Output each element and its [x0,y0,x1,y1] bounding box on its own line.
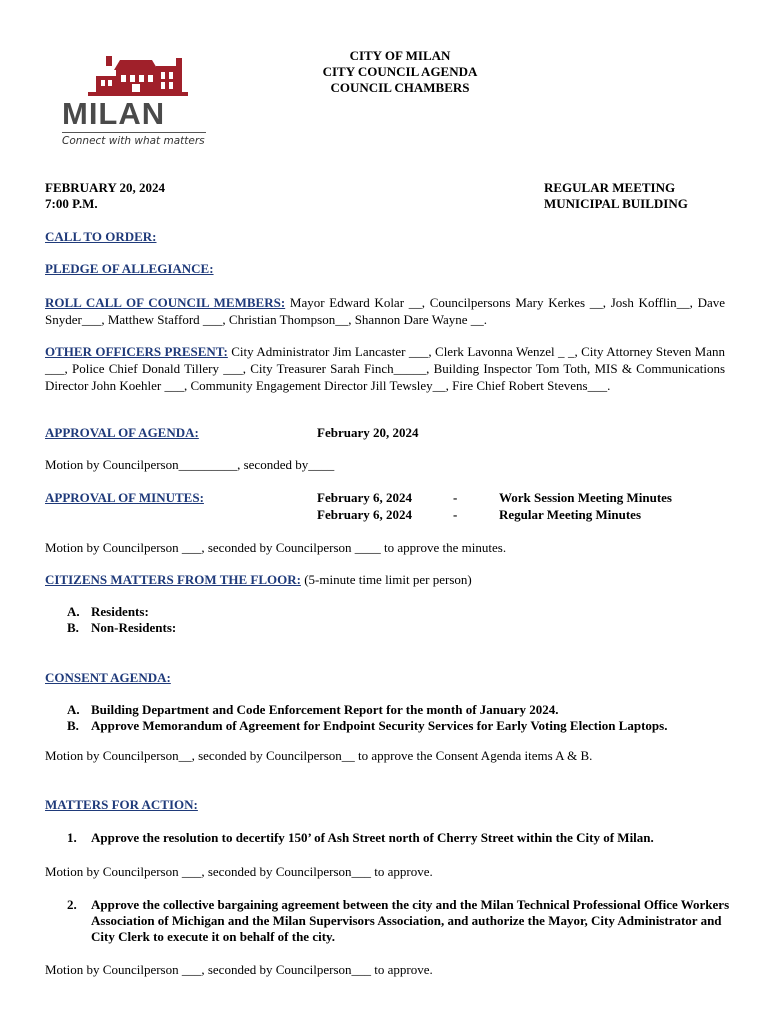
roll-call-paragraph [45,294,725,328]
consent-motion: Motion by Councilperson__, seconded by Councilperson__ to approve the Consent Agenda items A & B. [45,748,593,763]
minutes-row-2-date: February 6, 2024 [317,507,412,522]
approval-agenda-date: February 20, 2024 [317,425,419,440]
header-chambers: COUNCIL CHAMBERS [330,80,470,95]
minutes-row-1-date: February 6, 2024 [317,490,412,505]
citizens-note: (5-minute time limit per person) [300,572,472,587]
citizens-list [67,604,176,636]
approval-minutes-heading: APPROVAL OF MINUTES: [45,490,204,505]
minutes-row-1-dash: - [453,490,458,505]
other-officers-heading: OTHER OFFICERS PRESENT: [45,344,228,359]
approval-agenda-motion: Motion by Councilperson_________, seconded by____ [45,457,335,472]
list-item: B. Non-Residents: [67,620,177,635]
city-logo [58,52,210,152]
matters-for-action-heading: MATTERS FOR ACTION: [45,797,198,812]
agenda-page: MILAN Connect with what matters CITY OF MILAN CITY COUNCIL AGENDA COUNCIL CHAMBERS FEBRUARY 20, 2024 7:00 P.M. REGULAR MEETING MUNICIPAL BUILDING CALL TO ORDER: PLEDGE OF ALLEGIANCE: ROLL CALL OF COUNCIL MEMBERS: Mayor Edward Kolar __, Councilpersons Mary Kerkes __, Josh Kofflin__, Dave Snyder___, Matthew Stafford ___, Christian Thompson__, Shannon Dare Wayne __. OTHER OFFICERS PRESENT: City Administrator Jim Lancaster ___, Clerk Lavonna Wenzel _ _, City Attorney Steven Mann ___, Police Chief Donald Tillery ___, City Treasurer Sarah Finch_____, Building Inspector Tom Toth, MIS & Communications Director John Koehler ___, Community Engagement Director Jill Tewsley__, Fire Chief Robert Stevens___. APPROVAL OF AGENDA: February 20, 2024 Motion by Councilperson_________, seconded by____ APPROVAL OF MINUTES: February 6, 2024 - Work Session Meeting Minutes February 6, 2024 - Regular Meeting Minutes Motion by Councilperson ___, seconded by Councilperson ____ to approve the minutes. CITIZENS MATTERS FROM THE FLOOR: (5-minute time limit per person) A. Residents: B. Non-Residents: CONSENT AGENDA: A. Building Department and Code Enforcement Report for the month of January 2024. B. Approve Memorandum of Agreement for Endpoint Security Services for Early Voting Election Laptops. Motion by Councilperson__, seconded by Councilperson__ to approve the Consent Agenda items A & B. MATTERS FOR ACTION: 1. Approve the resolution to decertify 150’ of Ash Street north of Cherry Street within the City of Milan. Motion by Councilperson ___, seconded by Councilperson___ to approve. 2. Approve the collective bargaining agreement between the city and the Milan Technical Professional Office Workers Association of Michigan and the Milan Supervisors Association, and authorize the Mayor, City Administrator and City Clerk to execute it on behalf of the city. Motion by Councilperson ___, seconded by Councilperson___ to approve. [45,48,730,977]
list-item: A. Building Department and Code Enforcement Report for the month of January 2024. [67,702,559,717]
meeting-location: MUNICIPAL BUILDING [544,196,688,211]
minutes-row-1-desc: Work Session Meeting Minutes [499,490,672,505]
other-officers-paragraph [45,343,725,394]
agenda-header [280,48,520,96]
action-motion-2: Motion by Councilperson ___, seconded by Councilperson___ to approve. [45,962,433,977]
roll-call-text: Mayor Edward Kolar __, Councilpersons Mary Kerkes __, Josh Kofflin__, Dave Snyder___, Matthew Stafford ___, Christian Thompson__, Shannon Dare Wayne __. [45,295,725,327]
other-officers-text: City Administrator Jim Lancaster ___, Clerk Lavonna Wenzel _ _, City Attorney Steven Mann ___, Police Chief Donald Tillery ___, City Treasurer Sarah Finch_____, Building Inspector Tom Toth, MIS & Communications Director John Koehler ___, Community Engagement Director Jill Tewsley__, Fire Chief Robert Stevens___. [45,344,725,393]
minutes-row-2-desc: Regular Meeting Minutes [499,507,642,522]
meeting-time: 7:00 P.M. [45,196,98,211]
citizens-paragraph [45,572,472,588]
citizens-heading: CITIZENS MATTERS FROM THE FLOOR: [45,572,301,587]
logo-tagline: Connect with what matters [62,135,205,147]
minutes-row-2-dash: - [453,507,458,522]
logo-wordmark: MILAN [62,96,166,131]
pledge-heading: PLEDGE OF ALLEGIANCE: [45,261,214,276]
approval-minutes-motion: Motion by Councilperson ___, seconded by Councilperson ____ to approve the minutes. [45,540,507,555]
city-hall-building-icon [58,52,210,100]
logo-divider [62,132,206,133]
list-item: B. Approve Memorandum of Agreement for Endpoint Security Services for Early Voting Election Laptops. [67,718,668,733]
consent-list [67,702,667,734]
list-item: A. Residents: [67,604,149,619]
action-motion-1: Motion by Councilperson ___, seconded by Councilperson___ to approve. [45,864,433,879]
roll-call-heading: ROLL CALL OF COUNCIL MEMBERS: [45,295,286,310]
approval-agenda-heading: APPROVAL OF AGENDA: [45,425,199,440]
header-agenda: CITY COUNCIL AGENDA [322,64,478,79]
call-to-order-heading: CALL TO ORDER: [45,229,157,244]
consent-agenda-heading: CONSENT AGENDA: [45,670,171,685]
meeting-type: REGULAR MEETING [544,180,676,195]
meeting-type-location [544,180,688,212]
header-city: CITY OF MILAN [349,48,451,63]
meeting-date-time [45,180,165,212]
meeting-date: FEBRUARY 20, 2024 [45,180,166,195]
